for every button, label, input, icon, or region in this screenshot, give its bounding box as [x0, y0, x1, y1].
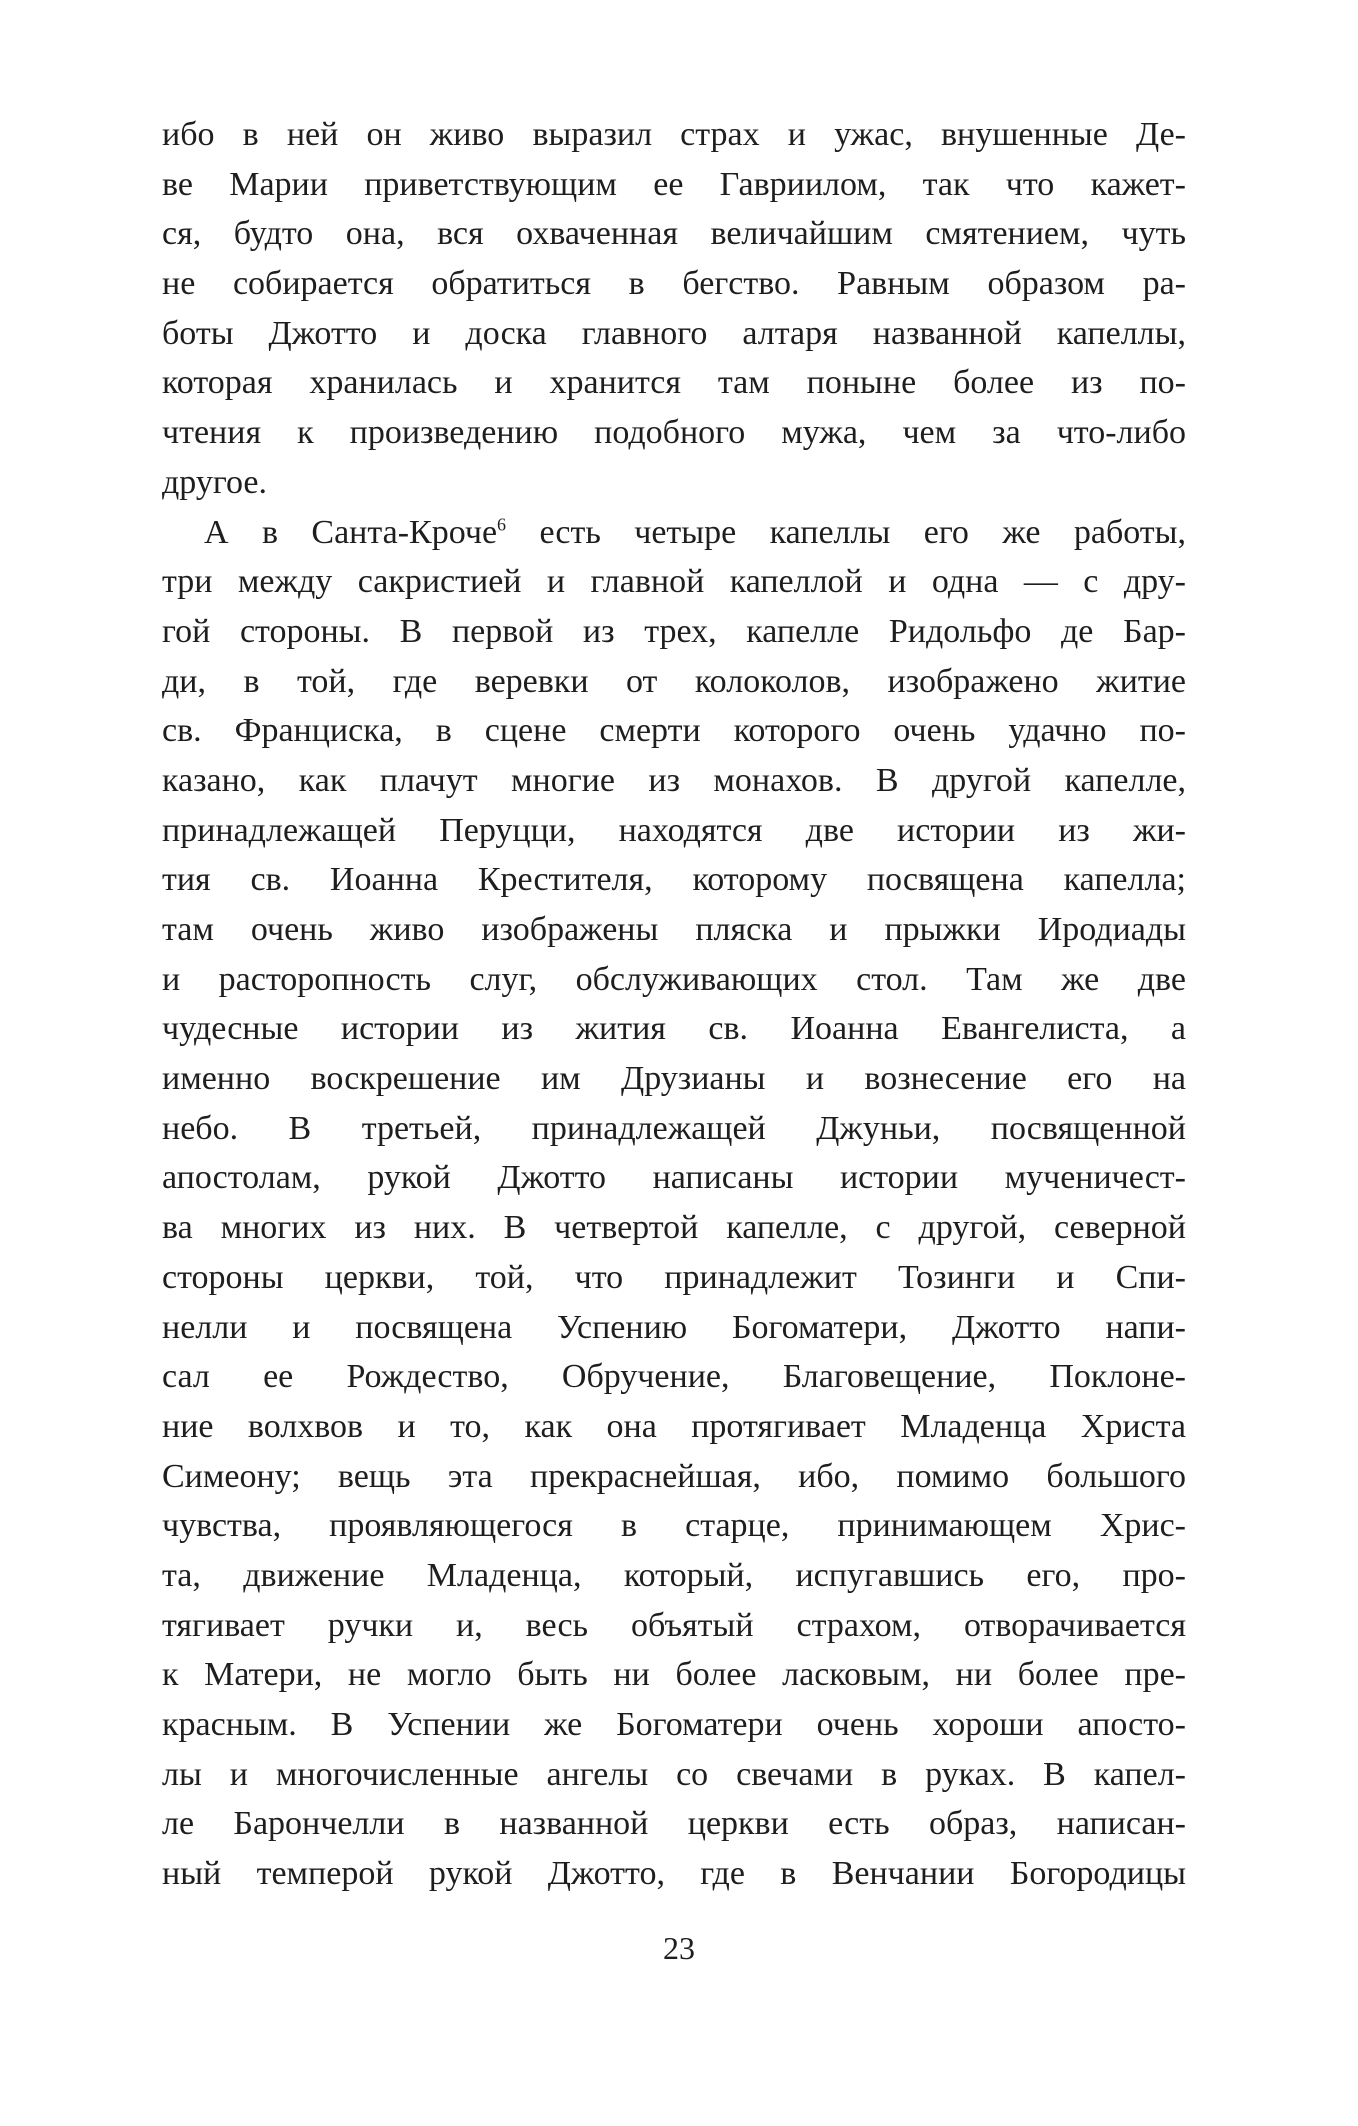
text-line-first: [162, 508, 1186, 558]
text-line: св. Франциска, в сцене смерти которого очень удачно по-: [162, 712, 1186, 750]
text-line: именно воскрешение им Друзианы и вознесение его на: [162, 1060, 1186, 1098]
text-line: небо. В третьей, принадлежащей Джуньи, посвященной: [162, 1109, 1186, 1147]
text-line: тия св. Иоанна Крестителя, которому посвящена капелла;: [162, 861, 1186, 899]
text-line: к Матери, не могло быть ни более ласковым, ни более пре-: [162, 1656, 1186, 1694]
text-line: чтения к произведению подобного мужа, чем за что-либо: [162, 414, 1186, 452]
text-line: тягивает ручки и, весь объятый страхом, отворачивается: [162, 1606, 1186, 1644]
text-line: та, движение Младенца, который, испугавшись его, про-: [162, 1556, 1186, 1594]
text-line: стороны церкви, той, что принадлежит Тозинги и Спи-: [162, 1258, 1186, 1296]
page-number: 23: [663, 1930, 695, 1966]
text-line: чувства, проявляющегося в старце, принимающем Хрис-: [162, 1507, 1186, 1545]
text-line: ние волхвов и то, как она протягивает Младенца Христа: [162, 1407, 1186, 1445]
text-line: сал ее Рождество, Обручение, Благовещение, Поклоне-: [162, 1358, 1186, 1396]
text-line: красным. В Успении же Богоматери очень хороши апосто-: [162, 1706, 1186, 1743]
text-line: которая хранилась и хранится там поныне более из по-: [162, 364, 1186, 402]
text-line: ди, в той, где веревки от колоколов, изображено житие: [162, 662, 1186, 700]
text-line: три между сакристией и главной капеллой и одна — с дру-: [162, 563, 1186, 601]
text-line: лы и многочисленные ангелы со свечами в руках. В капел-: [162, 1755, 1186, 1793]
text-line: ва многих из них. В четвертой капелле, с другой, северной: [162, 1209, 1186, 1247]
text-line: апостолам, рукой Джотто написаны истории мученичест-: [162, 1159, 1186, 1197]
text-line: принадлежащей Перуцци, находятся две истории из жи-: [162, 811, 1186, 849]
footnote-reference: 6: [497, 514, 507, 535]
text-segment: есть четыре капеллы его же работы,: [506, 513, 1186, 551]
text-line: нелли и посвящена Успению Богоматери, Джотто напи-: [162, 1308, 1186, 1346]
paragraph-2: [162, 508, 1186, 1899]
text-line: другое.: [162, 463, 267, 501]
text-line: ный темперой рукой Джотто, где в Венчании Богородицы: [162, 1855, 1186, 1893]
paragraph-1: [162, 110, 1186, 508]
text-line: чудесные истории из жития св. Иоанна Евангелиста, а: [162, 1010, 1186, 1048]
text-line: и расторопность слуг, обслуживающих стол. Там же две: [162, 960, 1186, 998]
text-line: казано, как плачут многие из монахов. В другой капелле,: [162, 761, 1186, 799]
text-line: Симеону; вещь эта прекраснейшая, ибо, помимо большого: [162, 1457, 1186, 1495]
text-line: ле Барончелли в названной церкви есть образ, написан-: [162, 1805, 1186, 1843]
text-line: не собирается обратиться в бегство. Равным образом ра-: [162, 265, 1186, 303]
body-text: [162, 110, 1186, 1899]
text-line: там очень живо изображены пляска и прыжки Иродиады: [162, 911, 1186, 948]
text-line: ся, будто она, вся охваченная величайшим смятением, чуть: [162, 215, 1186, 253]
text-line: боты Джотто и доска главного алтаря названной капеллы,: [162, 314, 1186, 352]
text-segment: А в Санта-Кроче: [204, 513, 498, 551]
text-line: ве Марии приветствующим ее Гавриилом, так что кажет-: [162, 165, 1186, 203]
text-line: ибо в ней он живо выразил страх и ужас, внушенные Де-: [162, 116, 1186, 153]
text-line: гой стороны. В первой из трех, капелле Ридольфо де Бар-: [162, 612, 1186, 650]
